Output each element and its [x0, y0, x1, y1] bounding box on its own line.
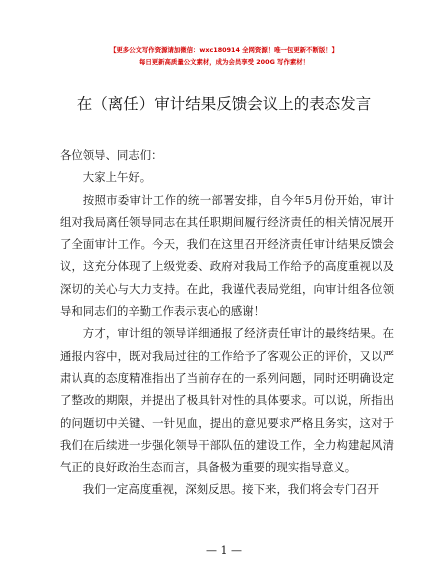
paragraph-background: 按照市委审计工作的统一部署安排，自今年5月份开始，审计组对我局离任领导同志在其任职期间履行经济责任的相关情况展开了全面审计工作。今天，我们在这里召开经济责任审计结果反馈会议，这充分体现了上级党委、政府对我局工作给予的高度重视以及深切的关心与大力支持。在此，我谨代表局党组，向审计组各位领导和同志们的辛勤工作表示衷心的感谢！ — [60, 192, 394, 319]
page-number: — 1 — — [206, 544, 242, 557]
paragraph-audit-results: 方才，审计组的领导详细通报了经济责任审计的最终结果。在通报内容中，既对我局过往的工作给予了客观公正的评价，又以严肃认真的态度精准指出了当前存在的一系列问题，同时还明确设定了整改的期限，并提出了极具针对性的具体要求。可以说，所指出的问题切中关键、一针见血，提出的意见要求严格且务实，这对于我们在后续进一步强化领导干部队伍的建设工作，全力构建起风清气正的良好政治生态而言，具备极为重要的现实指导意义。 — [60, 326, 394, 475]
document-title: 在（离任）审计结果反馈会议上的表态发言 — [76, 95, 372, 113]
promo-banner-line-2: 每日更新高质量公文素材，成为会员享受 200G 写作素材！ — [138, 58, 310, 66]
promo-banner — [0, 44, 448, 68]
promo-banner-line-1: 【更多公文写作资源请加微信：wxc180914 全网资源！唯一包更新不断版！】 — [109, 46, 339, 54]
document-body — [60, 144, 394, 501]
paragraph-commitment: 我们一定高度重视，深刻反思。接下来，我们将会专门召开 — [82, 482, 379, 497]
paragraph-greeting: 大家上午好。 — [82, 170, 152, 185]
salutation: 各位领导、同志们： — [60, 148, 163, 162]
